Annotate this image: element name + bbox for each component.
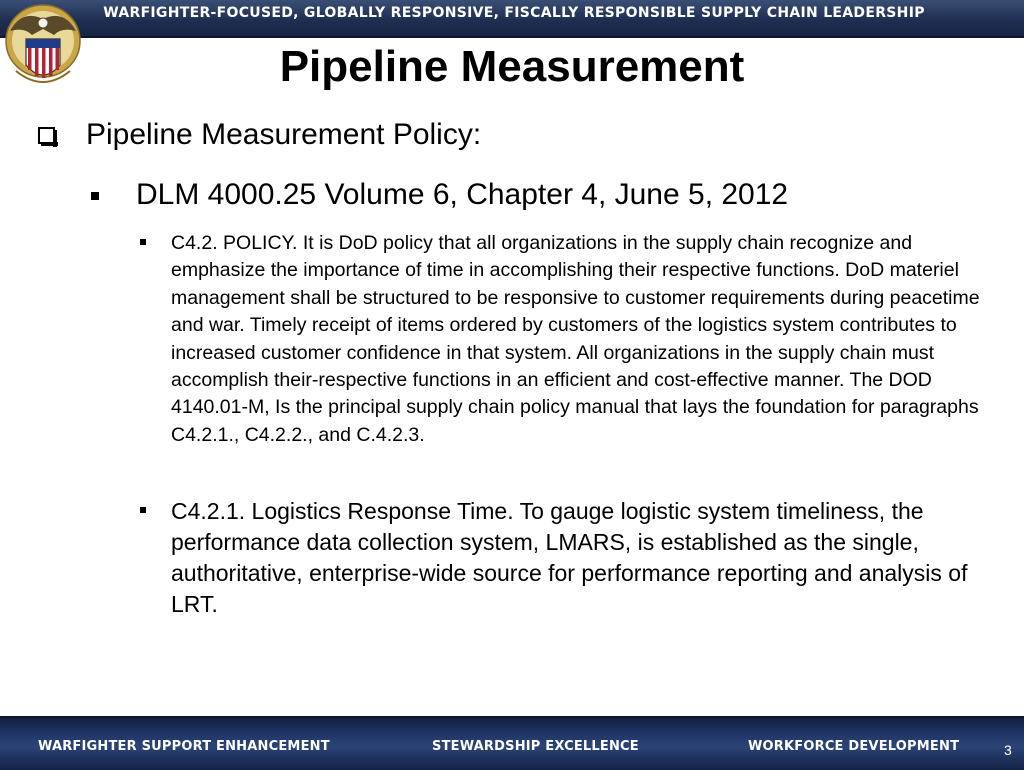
square-bullet-icon bbox=[140, 507, 146, 513]
bullet-level-1-text: Pipeline Measurement Policy: bbox=[86, 118, 482, 151]
bottom-banner bbox=[0, 716, 1024, 770]
footer-pillar-stewardship: STEWARDSHIP EXCELLENCE bbox=[432, 739, 639, 754]
checkbox-bullet-icon bbox=[38, 127, 55, 144]
square-bullet-icon bbox=[140, 239, 146, 245]
lrt-paragraph: C4.2.1. Logistics Response Time. To gauge logistic system timeliness, the performance data collection system, LMARS, is established as the single, authoritative, enterprise-wide source for performance reporting and analysis of LRT. bbox=[171, 498, 968, 617]
policy-paragraph: C4.2. POLICY. It is DoD policy that all organizations in the supply chain recognize and emphasize the importance of time in accomplishing their respective functions. DoD materiel management shall be structured to be responsive to customer requirements during peacetime and war. Timely receipt of items ordered by customers of the logistics system contributes to increased customer confidence in that system. All organizations in the supply chain must accomplish their-respective functions in an efficient and cost-effective manner. The DOD 4140.01-M, Is the principal supply chain policy manual that lays the foundation for paragraphs C4.2.1., C4.2.2., and C.4.2.3. bbox=[171, 232, 980, 446]
footer-pillar-warfighter: WARFIGHTER SUPPORT ENHANCEMENT bbox=[38, 739, 330, 754]
bullet-level-2-text: DLM 4000.25 Volume 6, Chapter 4, June 5, 2012 bbox=[136, 178, 789, 211]
page-number: 3 bbox=[1004, 742, 1012, 758]
banner-motto: WARFIGHTER-FOCUSED, GLOBALLY RESPONSIVE, FISCALLY RESPONSIBLE SUPPLY CHAIN LEADERSHIP bbox=[103, 5, 925, 21]
slide-title: Pipeline Measurement bbox=[279, 42, 745, 91]
square-bullet-icon bbox=[91, 192, 99, 200]
footer-pillar-workforce: WORKFORCE DEVELOPMENT bbox=[748, 739, 960, 754]
top-banner bbox=[0, 0, 1024, 38]
